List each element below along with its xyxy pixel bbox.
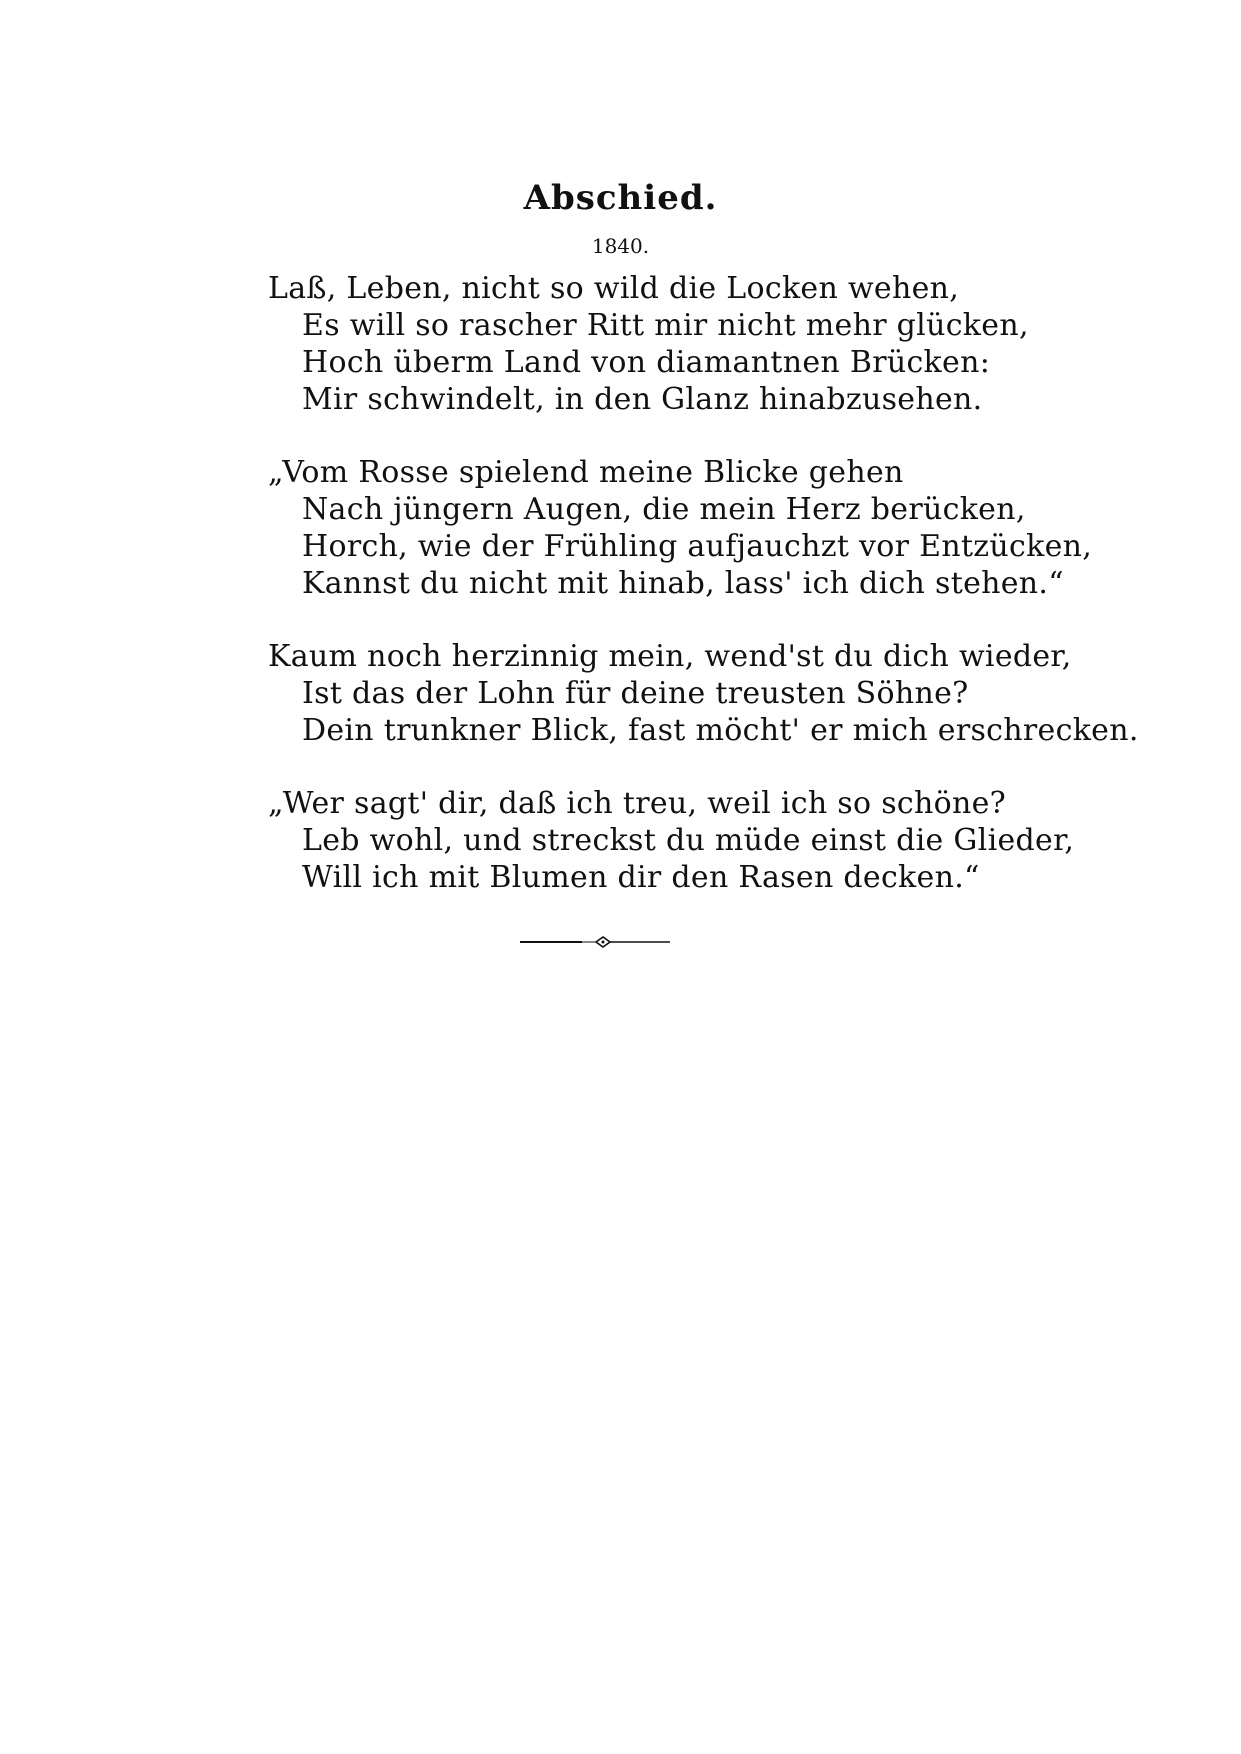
poem-line: Dein trunkner Blick, fast möcht' er mich erschrecken. (302, 713, 1139, 748)
poem-year: 1840. (591, 234, 650, 258)
poem-line: Horch, wie der Frühling aufjauchzt vor Entzücken, (302, 529, 1093, 564)
poem-line: Ist das der Lohn für deine treusten Söhne? (302, 676, 969, 711)
poem-line: Nach jüngern Augen, die mein Herz berücken, (302, 492, 1026, 527)
poem-line: Kaum noch herzinnig mein, wend'st du dich wieder, (268, 639, 1072, 674)
poem-line: Mir schwindelt, in den Glanz hinabzusehen. (302, 382, 983, 417)
poem-line: Hoch überm Land von diamantnen Brücken: (302, 345, 991, 380)
poem-line: Laß, Leben, nicht so wild die Locken wehen, (268, 271, 960, 306)
poem-line: Leb wohl, und streckst du müde einst die Glieder, (302, 823, 1075, 858)
poem-line: Kannst du nicht mit hinab, lass' ich dich stehen.“ (302, 566, 1064, 601)
poem-title: Abschied. (523, 178, 718, 218)
poem-line: Will ich mit Blumen dir den Rasen decken.“ (302, 860, 980, 895)
poem-line: Es will so rascher Ritt mir nicht mehr glücken, (302, 308, 1029, 343)
poem-line: „Vom Rosse spielend meine Blicke gehen (268, 455, 904, 490)
ornament-divider (520, 932, 670, 952)
poem-line: „Wer sagt' dir, daß ich treu, weil ich so schöne? (268, 786, 1007, 821)
